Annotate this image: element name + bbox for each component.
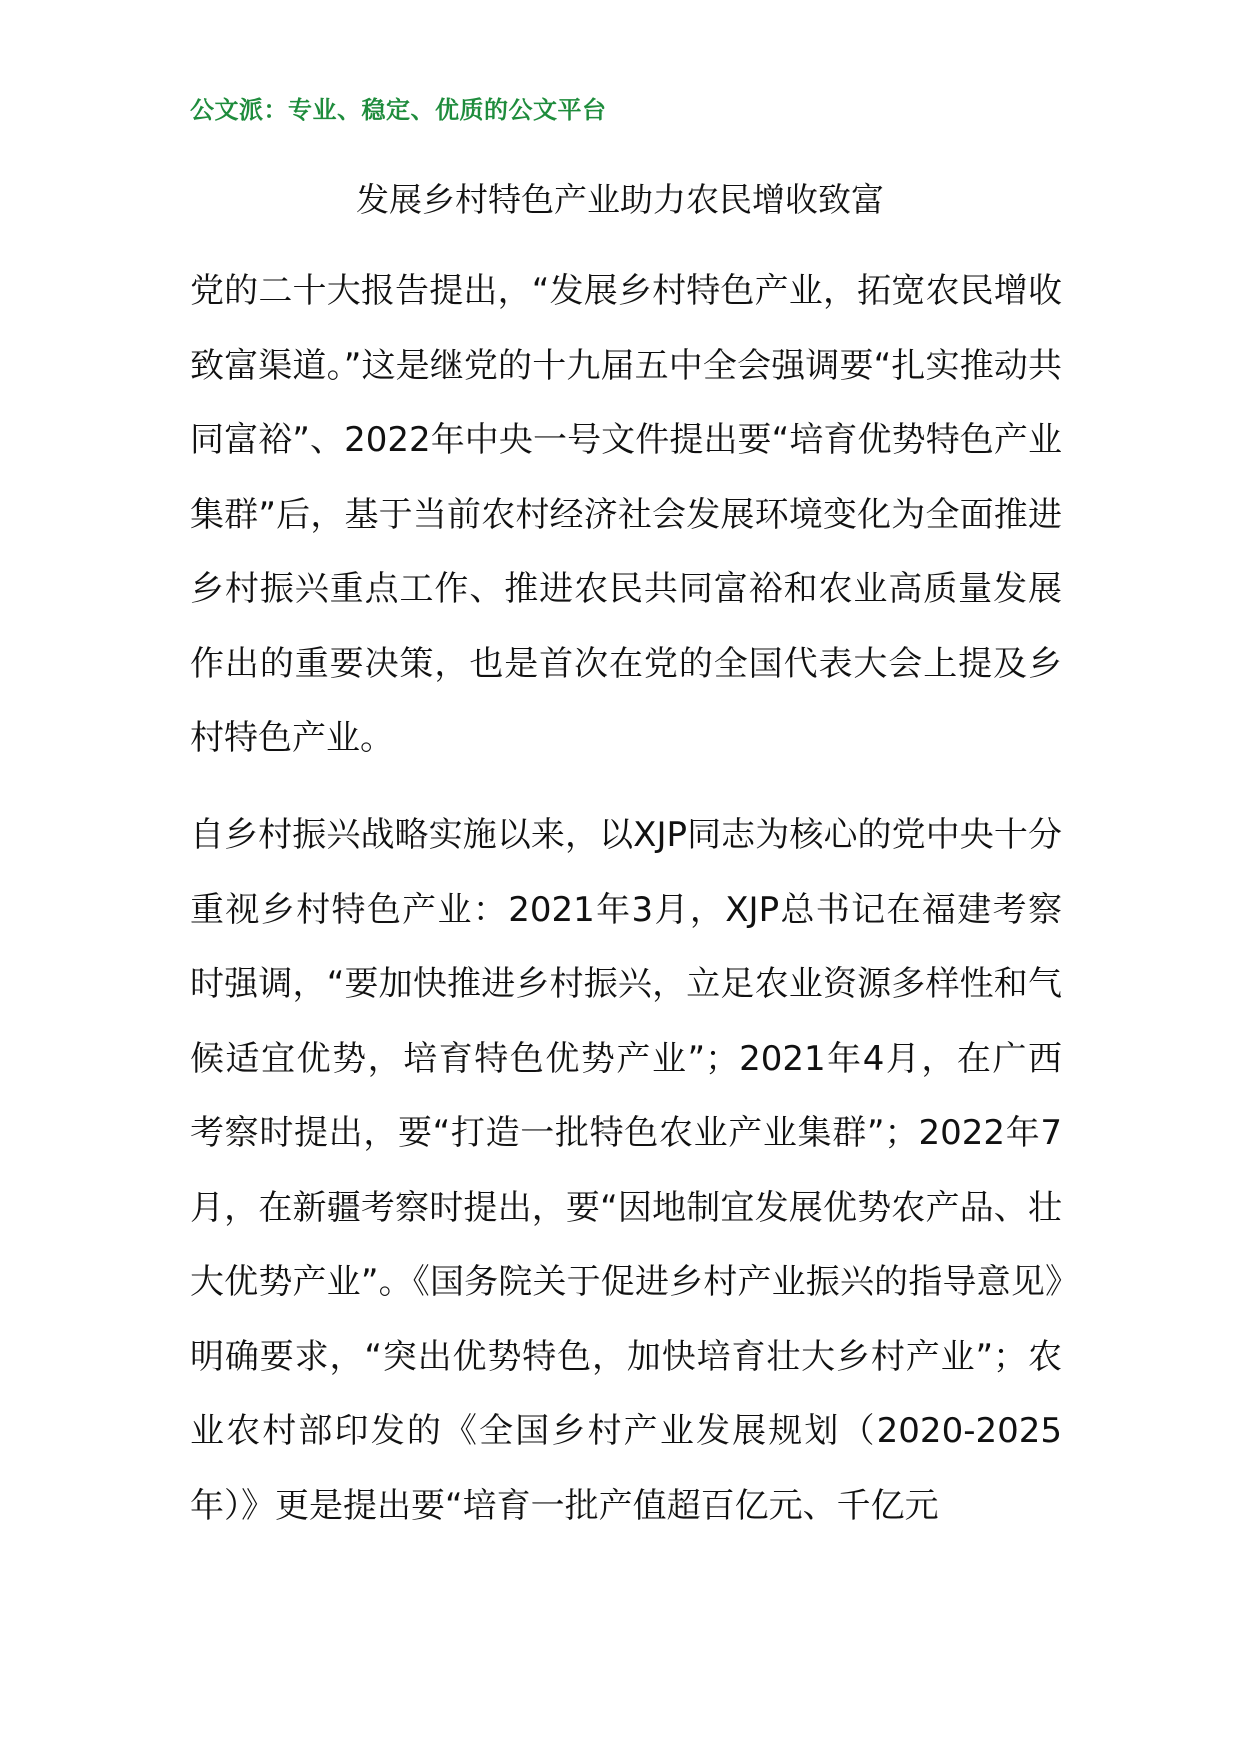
paragraph-2: 自乡村振兴战略实施以来，以XJP同志为核心的党中央十分重视乡村特色产业：2021年3月，XJP总书记在福建考察时强调，“要加快推进乡村振兴，立足农业资源多样性和气候适宜优势，培育特色优势产业”；2021年4月，在广西考察时提出，要“打造一批特色农业产业集群”；2022年7月，在新疆考察时提出，要“因地制宜发展优势农产品、壮大优势产业”。《国务院关于促进乡村产业振兴的指导意见》明确要求，“突出优势特色，加快培育壮大乡村产业”；农业农村部印发的《全国乡村产业发展规划（2020-2025年）》更是提出要“培育一批产值超百亿元、千亿元 bbox=[190, 815, 1062, 1526]
paragraph-1: 党的二十大报告提出，“发展乡村特色产业，拓宽农民增收致富渠道。”这是继党的十九届五中全会强调要“扎实推动共同富裕”、2022年中央一号文件提出要“培育优势特色产业集群”后，基于当前农村经济社会发展环境变化为全面推进乡村振兴重点工作、推进农民共同富裕和农业高质量发展作出的重要决策，也是首次在党的全国代表大会上提及乡村特色产业。 bbox=[190, 271, 1062, 758]
brand-header: 公文派：专业、稳定、优质的公文平台 bbox=[190, 96, 607, 124]
document-title: 发展乡村特色产业助力农民增收致富 bbox=[356, 180, 884, 219]
